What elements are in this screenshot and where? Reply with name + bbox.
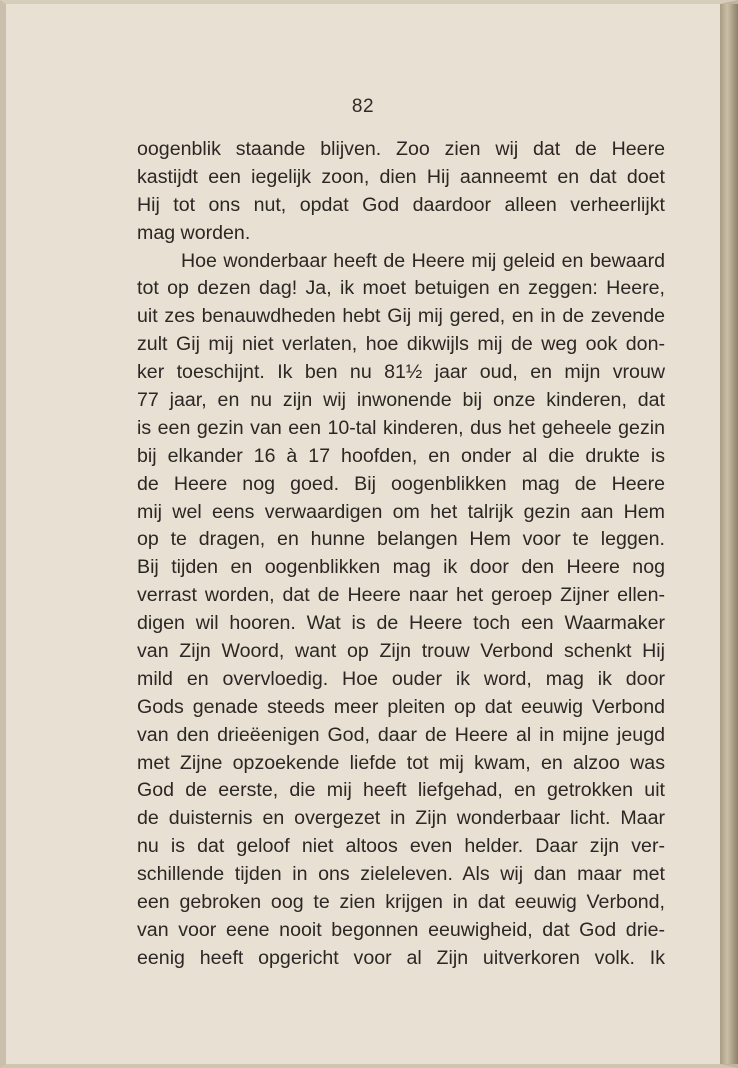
text-line: oogenblik staande blijven. Zoo zien wij dat de Heere [137, 138, 665, 160]
text-line: is een gezin van een 10-tal kinderen, dus het geheele gezin [137, 416, 665, 439]
text-line: de Heere nog goed. Bij oogenblikken mag de Heere [137, 472, 665, 495]
text-line: schillende tijden in ons zieleleven. Als wij dan maar met [137, 863, 665, 886]
text-line: 77 jaar, en nu zijn wij inwonende bij onze kinderen, dat [137, 389, 665, 412]
text-line: bij elkander 16 à 17 hoofden, en onder al die drukte is [137, 444, 665, 467]
text-line: met Zijne opzoekende liefde tot mij kwam, en alzoo was [137, 751, 665, 774]
text-line: Bij tijden en oogenblikken mag ik door den Heere nog [137, 556, 665, 579]
text-line: ker toeschijnt. Ik ben nu 81½ jaar oud, en mijn vrouw [137, 361, 665, 384]
text-line: Gods genade steeds meer pleiten op dat eeuwig Verbond [137, 695, 665, 718]
text-line: van den drieëenigen God, daar de Heere al in mijne jeugd [137, 723, 665, 746]
text-line: nu is dat geloof niet altoos even helder. Daar zijn ver- [137, 835, 665, 858]
text-line: kastijdt een iegelijk zoon, dien Hij aanneemt en dat doet [137, 165, 665, 188]
text-line: zult Gij mij niet verlaten, hoe dikwijls mij de weg ook don- [137, 333, 665, 356]
text-line: uit zes benauwdheden hebt Gij mij gered, en in de zevende [137, 305, 665, 328]
text-line: Hoe wonderbaar heeft de Heere mij geleid en bewaard [181, 249, 665, 272]
text-line: Hij tot ons nut, opdat God daardoor alleen verheerlijkt [137, 193, 665, 216]
text-line: digen wil hooren. Wat is de Heere toch een Waarmaker [137, 612, 665, 635]
text-line: tot op dezen dag! Ja, ik moet betuigen en zeggen: Heere, [137, 277, 665, 300]
text-line: een gebroken oog te zien krijgen in dat eeuwig Verbond, [137, 891, 665, 914]
text-line: God de eerste, die mij heeft liefgehad, en getrokken uit [137, 779, 665, 802]
text-line: eenig heeft opgericht voor al Zijn uitverkoren volk. Ik [137, 946, 665, 969]
text-line: mild en overvloedig. Hoe ouder ik word, mag ik door [137, 667, 665, 690]
text-line: van Zijn Woord, want op Zijn trouw Verbond schenkt Hij [137, 640, 665, 663]
text-line: mag worden. [137, 221, 251, 244]
page-number: 82 [351, 96, 375, 117]
body-text [137, 136, 665, 973]
text-line: de duisternis en overgezet in Zijn wonderbaar licht. Maar [137, 807, 665, 830]
text-line: verrast worden, dat de Heere naar het geroep Zijner ellen- [137, 584, 665, 607]
text-line: mij wel eens verwaardigen om het talrijk gezin aan Hem [137, 500, 665, 523]
text-line: van voor eene nooit begonnen eeuwigheid, dat God drie- [137, 918, 665, 941]
page-edge-shadow [720, 4, 738, 1064]
text-line: op te dragen, en hunne belangen Hem voor te leggen. [137, 528, 665, 551]
